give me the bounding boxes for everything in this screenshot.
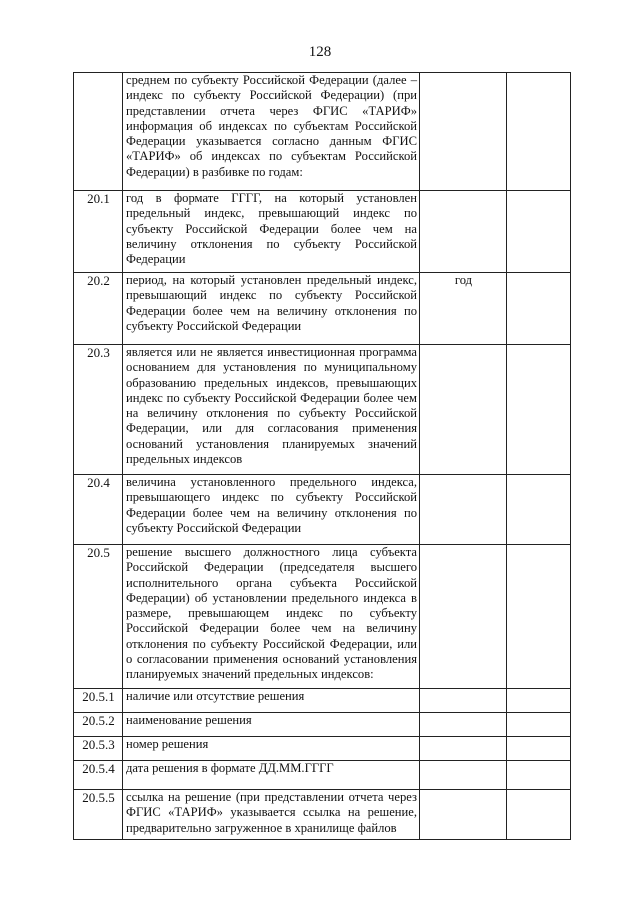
table-row: [74, 191, 571, 273]
row-number: 20.4: [74, 475, 123, 545]
row-description: период, на который установлен предельный индекс, превышающий индекс по субъекту Российской Федерации более чем на величину отклонения по субъекту Российской Федерации: [123, 273, 420, 345]
row-description: решение высшего должностного лица субъекта Российской Федерации (председателя высшего исполнительного органа субъекта Российской Федерации) об установлении предельного индекса в размере, превышающем индекс по субъекту Российской Федерации более чем на величину отклонения по субъекту Российской Федерации, или о согласовании применения оснований установления планируемых значений предельных индексов:: [123, 545, 420, 689]
row-format: [420, 737, 507, 761]
row-number: 20.5.5: [74, 790, 123, 840]
document-table: [73, 72, 571, 840]
row-format: [420, 191, 507, 273]
table-row: [74, 73, 571, 191]
row-note-cell: [507, 475, 571, 545]
row-format: [420, 761, 507, 790]
row-number: 20.5.4: [74, 761, 123, 790]
table-row: [74, 761, 571, 790]
table-row: [74, 689, 571, 713]
row-description: наименование решения: [123, 713, 420, 737]
row-note-cell: [507, 273, 571, 345]
row-description: величина установленного предельного индекса, превышающего индекс по субъекту Российской Федерации более чем на величину отклонения по субъекту Российской Федерации: [123, 475, 420, 545]
table-row: [74, 475, 571, 545]
table-row: [74, 345, 571, 475]
row-note-cell: [507, 345, 571, 475]
row-number: 20.3: [74, 345, 123, 475]
row-description: наличие или отсутствие решения: [123, 689, 420, 713]
row-number: 20.5: [74, 545, 123, 689]
row-number: 20.5.1: [74, 689, 123, 713]
row-description: год в формате ГГГГ, на который установлен предельный индекс, превышающий индекс по субъекту Российской Федерации более чем на величину отклонения по субъекту Российской Федерации: [123, 191, 420, 273]
row-number: [74, 73, 123, 191]
row-note-cell: [507, 737, 571, 761]
row-number: 20.2: [74, 273, 123, 345]
row-note-cell: [507, 73, 571, 191]
row-note-cell: [507, 790, 571, 840]
row-description: ссылка на решение (при представлении отчета через ФГИС «ТАРИФ» указывается ссылка на решение, предварительно загруженное в хранилище файлов: [123, 790, 420, 840]
row-format: [420, 475, 507, 545]
row-number: 20.5.3: [74, 737, 123, 761]
table-row: [74, 790, 571, 840]
table-row: [74, 713, 571, 737]
row-format: [420, 689, 507, 713]
table-row: [74, 273, 571, 345]
row-note-cell: [507, 761, 571, 790]
row-format: [420, 545, 507, 689]
page-number: 128: [308, 44, 332, 60]
row-description: дата решения в формате ДД.ММ.ГГГГ: [123, 761, 420, 790]
row-format: [420, 790, 507, 840]
row-number: 20.5.2: [74, 713, 123, 737]
row-format: [420, 345, 507, 475]
table-row: [74, 737, 571, 761]
row-description: среднем по субъекту Российской Федерации (далее – индекс по субъекту Российской Федерации) (при представлении отчета через ФГИС «ТАРИФ» информация об индексах по субъектам Российской Федерации указывается согласно данным ФГИС «ТАРИФ» об индексах по субъектам Российской Федерации) в разбивке по годам:: [123, 73, 420, 191]
row-number: 20.1: [74, 191, 123, 273]
row-description: является или не является инвестиционная программа основанием для установления по муниципальному образованию предельных индексов, превышающих индекс по субъекту Российской Федерации более чем на величину отклонения по субъекту Российской Федерации, или для согласования применения оснований установления планируемых значений предельных индексов: [123, 345, 420, 475]
table-row: [74, 545, 571, 689]
row-note-cell: [507, 689, 571, 713]
row-description: номер решения: [123, 737, 420, 761]
row-format: [420, 713, 507, 737]
row-note-cell: [507, 191, 571, 273]
row-format: год: [420, 273, 507, 345]
row-note-cell: [507, 713, 571, 737]
row-note-cell: [507, 545, 571, 689]
row-format: [420, 73, 507, 191]
